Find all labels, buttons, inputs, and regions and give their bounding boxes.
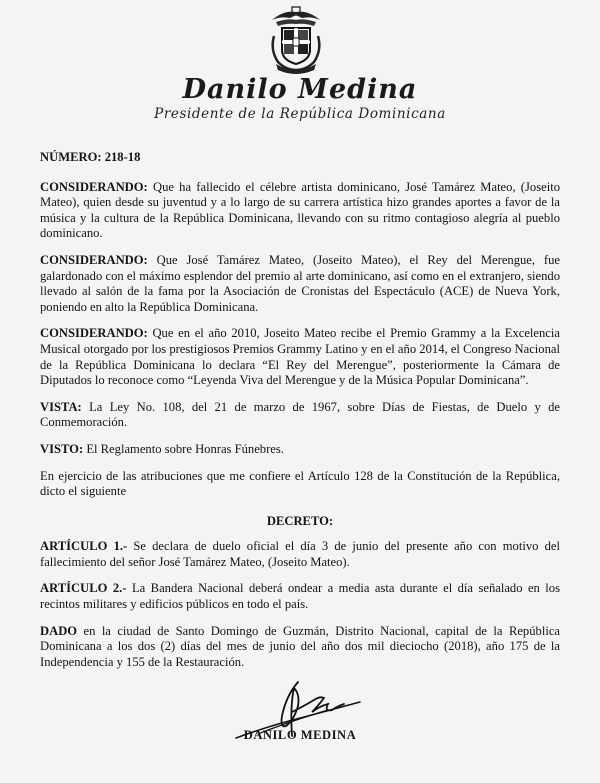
dado-paragraph: DADO en la ciudad de Santo Domingo de Guzmán, Distrito Nacional, capital de la República Dominicana a los dos (2) días del mes de junio del año dos mil dieciocho (2018), año 175 de la Independencia y 155 de la Restauración. <box>40 623 560 669</box>
visto-paragraph: VISTO: El Reglamento sobre Honras Fúnebres. <box>40 441 284 456</box>
considerando-paragraph: CONSIDERANDO: Que ha fallecido el célebre artista dominicano, José Tamárez Mateo, (Joseito Mateo), quien desde su juventud y a lo largo de su carrera artística hizo grandes aportes a favor de la música y la cultura de la República Dominicana, llevando con su ritmo contagioso alegría al pueblo dominicano. <box>40 179 560 241</box>
considerando-paragraph: CONSIDERANDO: Que en el año 2010, Joseito Mateo recibe el Premio Grammy a la Excelencia Musical otorgado por los prestigiosos Premios Grammy Latino y en el año 2014, el Congreso Nacional de la República Dominicana lo declara “El Rey del Merengue”, posteriormente la Cámara de Diputados lo reconoce como “Leyenda Viva del Merengue y de la Música Popular Dominicana”. <box>40 326 560 388</box>
articulo-paragraph: ARTÍCULO 2.- La Bandera Nacional deberá ondear a media asta durante el día señalado en los recintos militares y edificios públicos en todo el país. <box>40 581 560 612</box>
articulo-label: ARTÍCULO 1.- <box>40 539 128 554</box>
header-title: Presidente de la República Dominicana <box>154 106 446 122</box>
header-name: Danilo Medina <box>182 74 418 105</box>
articulo-label: ARTÍCULO 2.- <box>40 581 127 596</box>
decree-body <box>40 150 560 681</box>
exercise-paragraph: En ejercicio de las atribuciones que me confiere el Artículo 128 de la Constitución de la República, dicto el siguiente <box>40 468 560 499</box>
considerando-label: CONSIDERANDO: <box>40 179 148 194</box>
considerando-label: CONSIDERANDO: <box>40 252 148 267</box>
signer-name: DANILO MEDINA <box>243 728 357 742</box>
considerando-label: CONSIDERANDO: <box>40 326 148 341</box>
coat-of-arms-icon <box>262 6 330 76</box>
decree-number: NÚMERO: 218-18 <box>40 150 141 164</box>
considerando-paragraph: CONSIDERANDO: Que José Tamárez Mateo, (Joseito Mateo), el Rey del Merengue, fue galardonado con el máximo esplendor del premio al arte dominicano, así como en el extranjero, siendo llevado al salón de la fama por la Asociación de Cronistas del Espectáculo (ACE) de Nueva York, poniendo en alto la República Dominicana. <box>40 252 560 314</box>
decreto-heading: DECRETO: <box>266 513 334 528</box>
vista-paragraph: VISTA: La Ley No. 108, del 21 de marzo de 1967, sobre Días de Fiestas, de Duelo y de Conmemoración. <box>40 399 560 430</box>
articulo-paragraph: ARTÍCULO 1.- Se declara de duelo oficial el día 3 de junio del presente año con motivo del fallecimiento del señor José Tamárez Mateo, (Joseito Mateo). <box>40 539 560 569</box>
